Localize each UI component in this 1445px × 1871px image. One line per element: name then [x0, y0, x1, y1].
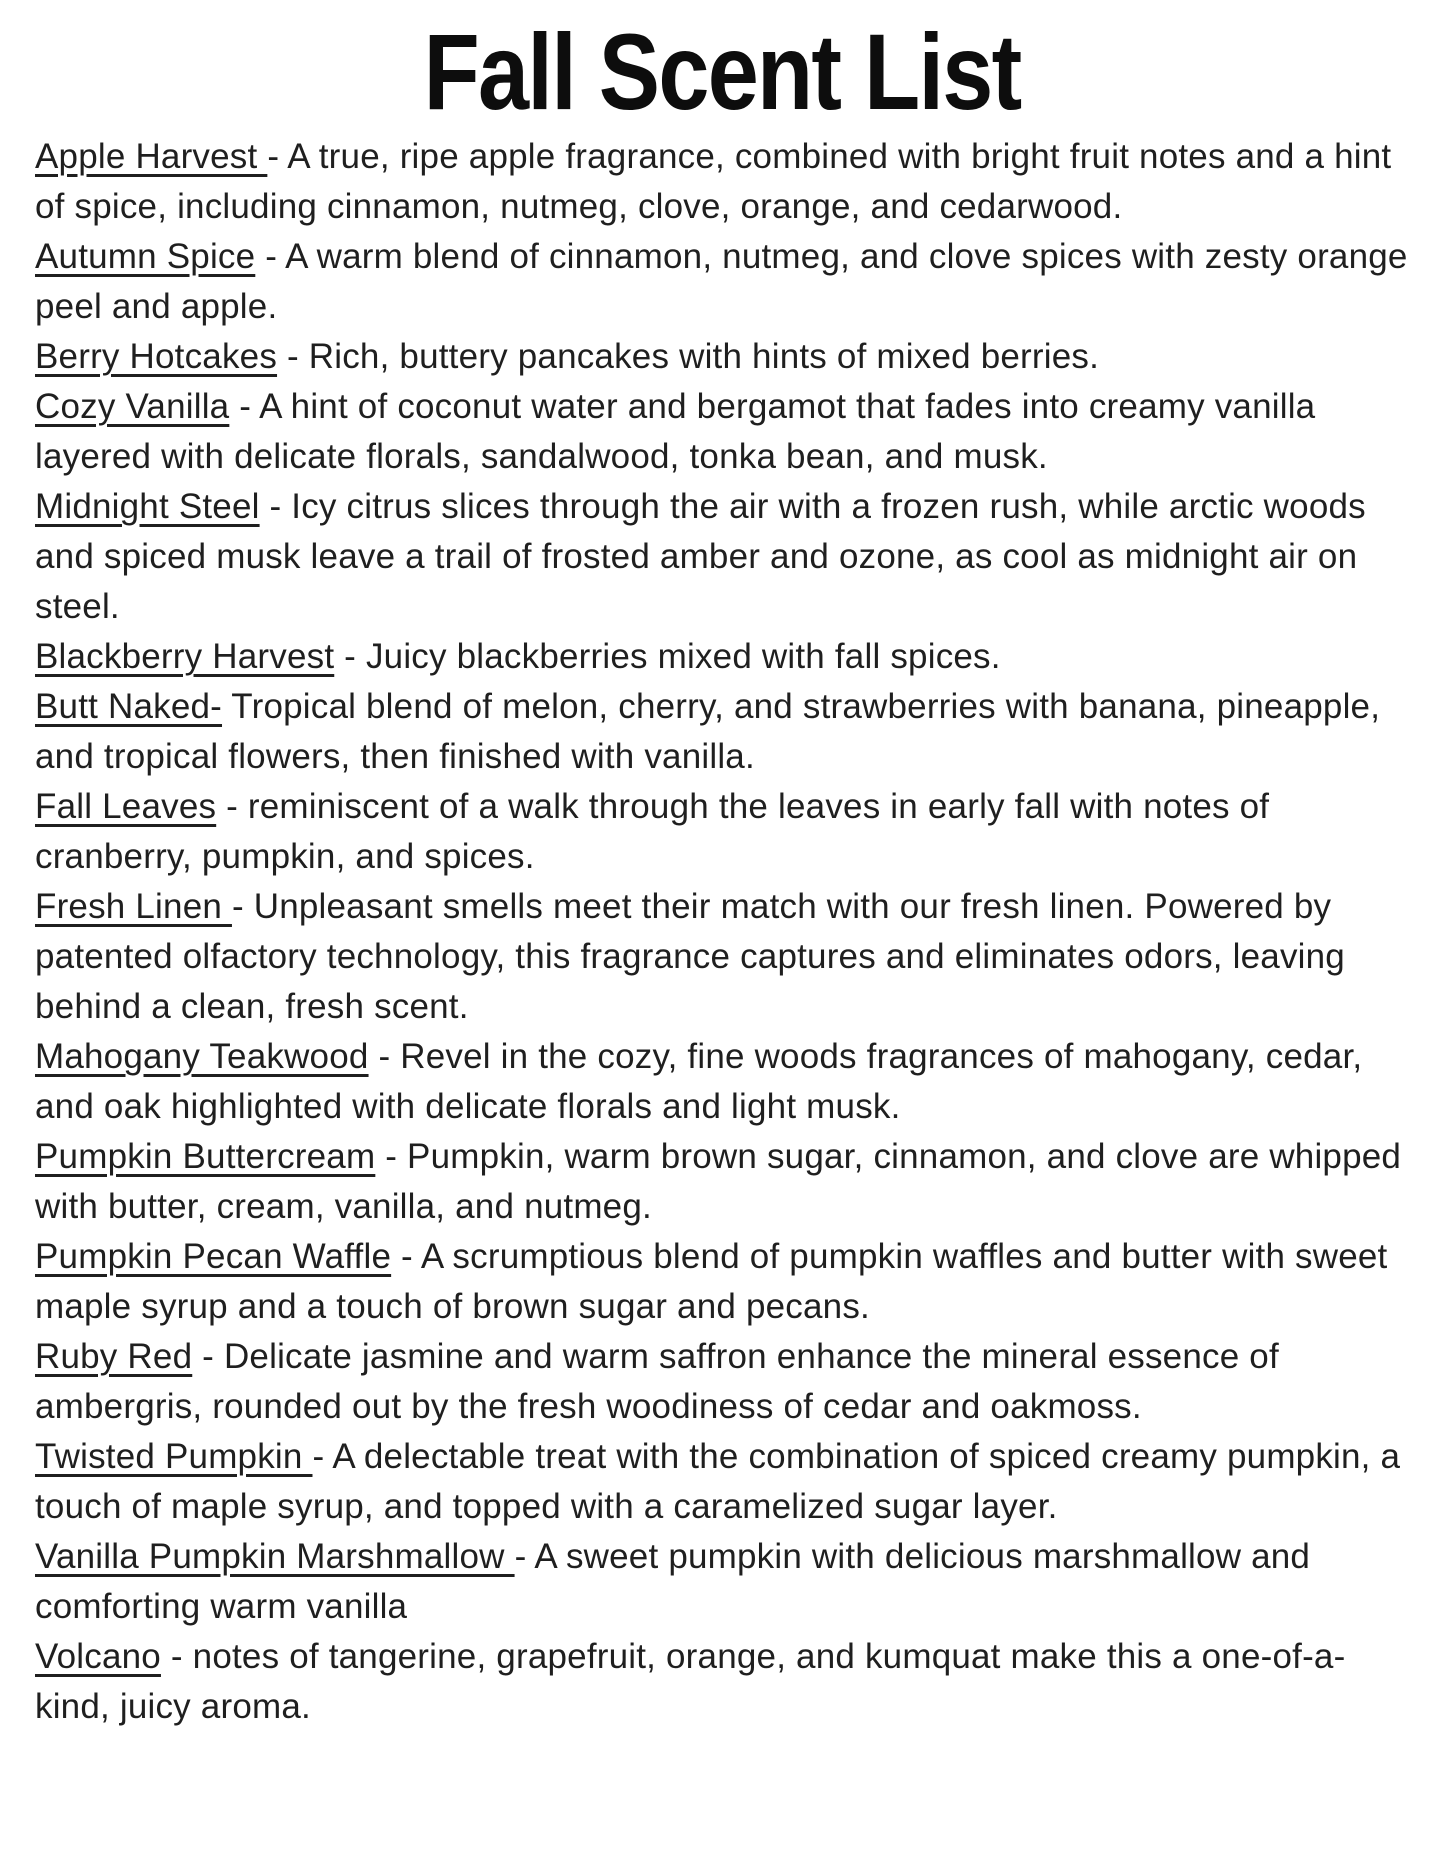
scent-description: - Icy citrus slices through the air with a frozen rush, while arctic woods and spiced musk leave a trail of frosted amber and ozone, as cool as midnight air on steel. — [35, 487, 1366, 626]
scent-entry — [35, 1532, 1417, 1632]
scent-name: Cozy Vanilla — [35, 387, 230, 426]
scent-description: - Juicy blackberries mixed with fall spices. — [334, 637, 1001, 676]
scent-entry — [35, 632, 1417, 682]
scent-entry — [35, 1632, 1417, 1732]
scent-name: Midnight Steel — [35, 487, 260, 526]
scent-description: - A hint of coconut water and bergamot that fades into creamy vanilla layered with delicate florals, sandalwood, tonka bean, and musk. — [35, 387, 1316, 476]
scent-entry — [35, 682, 1417, 782]
scent-name: Ruby Red — [35, 1337, 193, 1376]
scent-name: Vanilla Pumpkin Marshmallow — [35, 1537, 515, 1576]
scent-description: - A scrumptious blend of pumpkin waffles and butter with sweet maple syrup and a touch of brown sugar and pecans. — [35, 1237, 1388, 1326]
scent-description: - Pumpkin, warm brown sugar, cinnamon, and clove are whipped with butter, cream, vanilla, and nutmeg. — [35, 1137, 1402, 1226]
scent-description: - Revel in the cozy, fine woods fragrances of mahogany, cedar, and oak highlighted with delicate florals and light musk. — [35, 1037, 1363, 1126]
scent-entry — [35, 1432, 1417, 1532]
scent-entry — [35, 482, 1417, 632]
scent-description: - A delectable treat with the combination of spiced creamy pumpkin, a touch of maple syrup, and topped with a caramelized sugar layer. — [35, 1437, 1401, 1526]
scent-name: Blackberry Harvest — [35, 637, 335, 676]
scent-entry — [35, 1032, 1417, 1132]
scent-name: Fall Leaves — [35, 787, 217, 826]
scent-entry — [35, 1232, 1417, 1332]
scent-description: - Rich, buttery pancakes with hints of mixed berries. — [277, 337, 1100, 376]
scent-description: - Delicate jasmine and warm saffron enhance the mineral essence of ambergris, rounded out by the fresh woodiness of cedar and oakmoss. — [35, 1337, 1279, 1426]
scent-name: Pumpkin Buttercream — [35, 1137, 376, 1176]
scent-entry — [35, 1132, 1417, 1232]
scent-description: - A sweet pumpkin with delicious marshmallow and comforting warm vanilla — [35, 1537, 1311, 1626]
scent-name: Autumn Spice — [35, 237, 256, 276]
scent-entry — [35, 1332, 1417, 1432]
scent-name: Butt Naked- — [35, 687, 223, 726]
scent-name: Volcano — [35, 1637, 161, 1676]
scent-description: - reminiscent of a walk through the leaves in early fall with notes of cranberry, pumpkin, and spices. — [35, 787, 1270, 876]
scent-entry — [35, 132, 1417, 232]
page-title: Fall Scent List — [424, 10, 1021, 132]
scent-entry — [35, 332, 1417, 382]
scent-description: - notes of tangerine, grapefruit, orange, and kumquat make this a one-of-a-kind, juicy aroma. — [35, 1637, 1346, 1726]
scent-entry — [35, 232, 1417, 332]
scent-name: Fresh Linen — [35, 887, 232, 926]
title-container — [0, 0, 1445, 132]
scent-description: - A true, ripe apple fragrance, combined with bright fruit notes and a hint of spice, including cinnamon, nutmeg, clove, orange, and cedarwood. — [35, 137, 1392, 226]
scent-name: Apple Harvest — [35, 137, 268, 176]
scent-entry — [35, 782, 1417, 882]
scent-list — [0, 128, 1445, 1732]
scent-name: Mahogany Teakwood — [35, 1037, 369, 1076]
scent-description: - Unpleasant smells meet their match with our fresh linen. Powered by patented olfactory technology, this fragrance captures and eliminates odors, leaving behind a clean, fresh scent. — [35, 887, 1345, 1026]
scent-description: Tropical blend of melon, cherry, and strawberries with banana, pineapple, and tropical flowers, then finished with vanilla. — [35, 687, 1381, 776]
scent-entry — [35, 382, 1417, 482]
scent-name: Pumpkin Pecan Waffle — [35, 1237, 392, 1276]
scent-name: Berry Hotcakes — [35, 337, 278, 376]
scent-name: Twisted Pumpkin — [35, 1437, 313, 1476]
scent-entry — [35, 882, 1417, 1032]
scent-description: - A warm blend of cinnamon, nutmeg, and clove spices with zesty orange peel and apple. — [35, 237, 1408, 326]
